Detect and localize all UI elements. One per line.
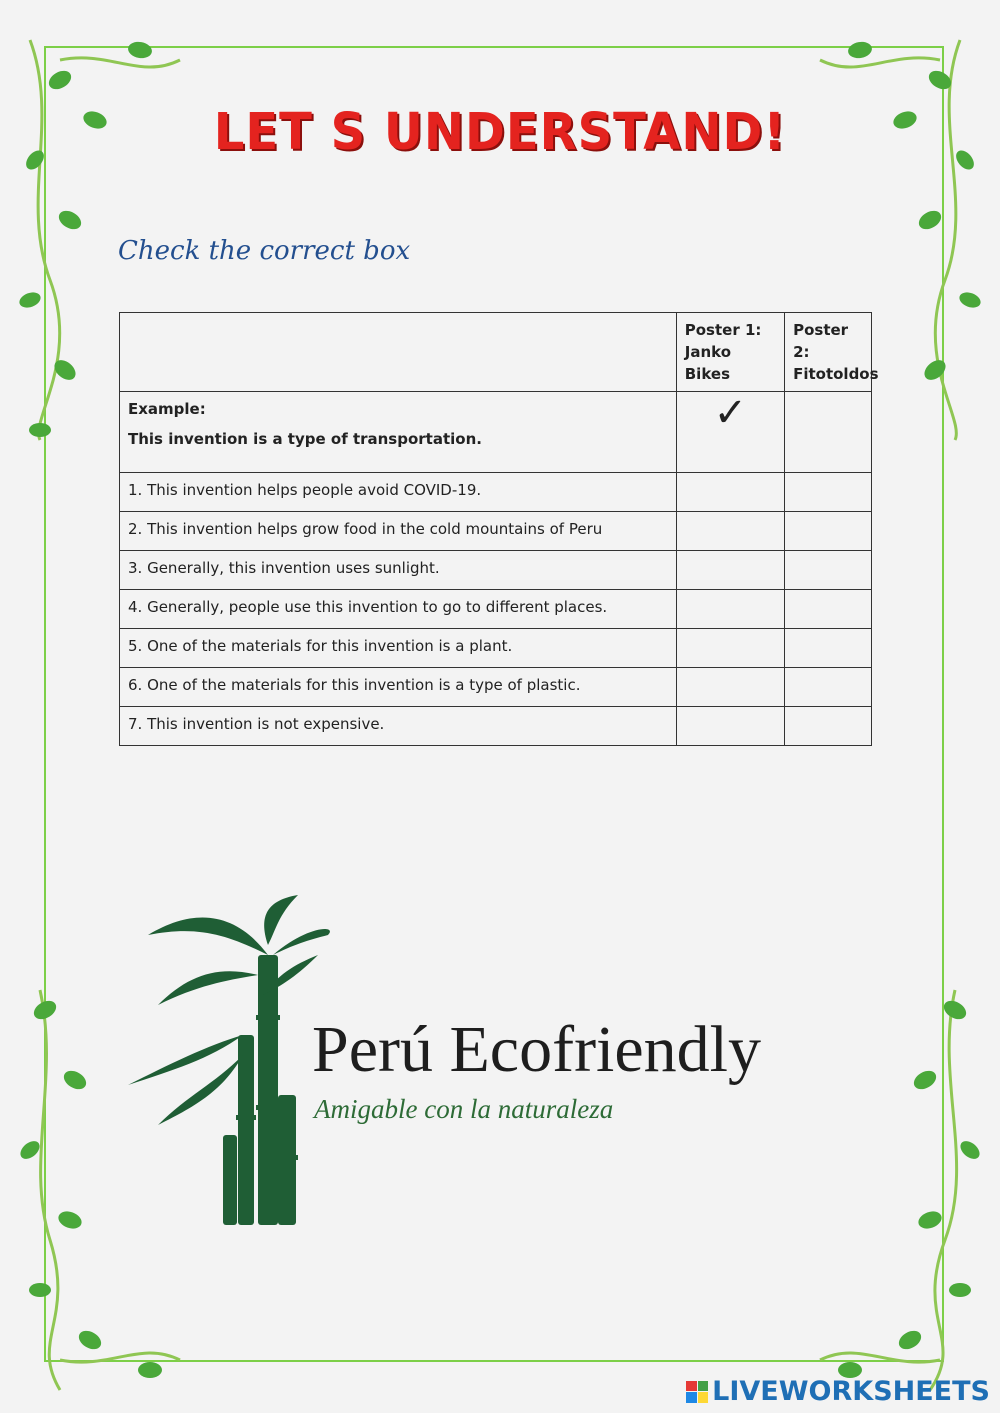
page-title: LET S UNDERSTAND! [213, 102, 787, 162]
checkbox-q3-poster-1[interactable] [676, 551, 784, 590]
checkbox-q7-poster-2[interactable] [785, 707, 872, 746]
checkmark-icon: ✓ [713, 390, 748, 436]
liveworksheets-logo-icon [686, 1381, 708, 1403]
table-row [120, 512, 872, 551]
checkbox-q1-poster-2[interactable] [785, 473, 872, 512]
liveworksheets-brand[interactable] [686, 1376, 990, 1407]
question-1: 1. This invention helps people avoid COVID-19. [120, 473, 677, 512]
brand-label: LIVEWORKSHEETS [712, 1376, 990, 1407]
checkbox-q2-poster-1[interactable] [676, 512, 784, 551]
table-header-row [120, 313, 872, 392]
checkbox-q1-poster-1[interactable] [676, 473, 784, 512]
header-cell-empty [120, 313, 677, 392]
example-checkbox-poster-1[interactable] [676, 392, 784, 473]
table-row [120, 590, 872, 629]
question-3: 3. Generally, this invention uses sunlight. [120, 551, 677, 590]
table-row [120, 668, 872, 707]
checkbox-q5-poster-2[interactable] [785, 629, 872, 668]
question-6: 6. One of the materials for this invention is a type of plastic. [120, 668, 677, 707]
table-row [120, 629, 872, 668]
example-cell [120, 392, 677, 473]
checkbox-q3-poster-2[interactable] [785, 551, 872, 590]
checkbox-q5-poster-1[interactable] [676, 629, 784, 668]
table-row [120, 707, 872, 746]
question-4: 4. Generally, people use this invention to go to different places. [120, 590, 677, 629]
table-row [120, 473, 872, 512]
question-2: 2. This invention helps grow food in the cold mountains of Peru [120, 512, 677, 551]
example-text: This invention is a type of transportation. [128, 430, 482, 448]
answer-table [119, 312, 879, 746]
logo-name: Perú Ecofriendly [312, 1013, 762, 1086]
checkbox-q7-poster-1[interactable] [676, 707, 784, 746]
logo-tagline: Amigable con la naturaleza [314, 1094, 614, 1124]
header-poster-1: Poster 1: Janko Bikes [676, 313, 784, 392]
question-5: 5. One of the materials for this invention is a plant. [120, 629, 677, 668]
example-checkbox-poster-2[interactable] [785, 392, 872, 473]
checkbox-q6-poster-1[interactable] [676, 668, 784, 707]
checkbox-q4-poster-2[interactable] [785, 590, 872, 629]
instruction-text: Check the correct box [118, 236, 411, 266]
checkbox-q4-poster-1[interactable] [676, 590, 784, 629]
checkbox-q2-poster-2[interactable] [785, 512, 872, 551]
question-7: 7. This invention is not expensive. [120, 707, 677, 746]
table-row [120, 551, 872, 590]
example-label: Example: [128, 400, 206, 418]
header-poster-2: Poster 2: Fitotoldos [785, 313, 872, 392]
checkbox-q6-poster-2[interactable] [785, 668, 872, 707]
example-row [120, 392, 872, 473]
